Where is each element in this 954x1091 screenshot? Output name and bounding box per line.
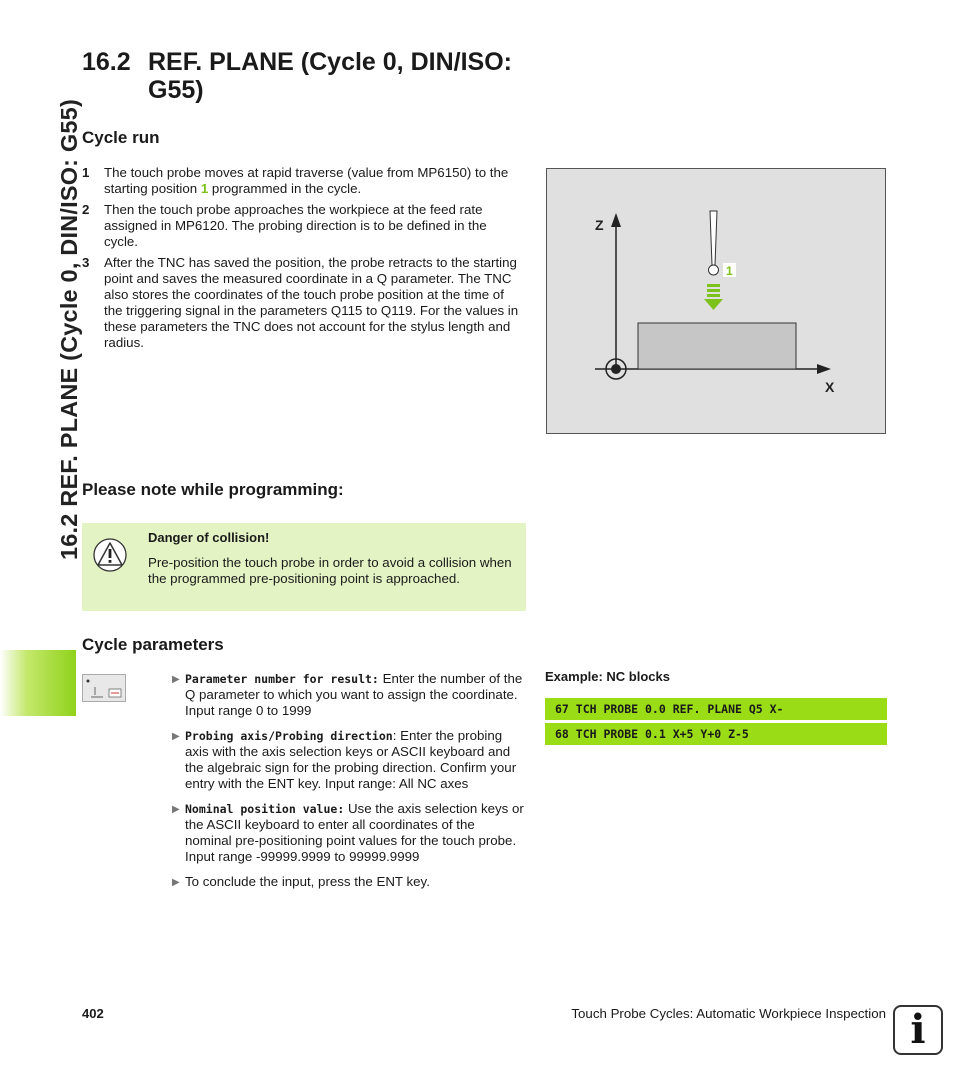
list-item [172,801,524,865]
param-text [181,801,524,865]
warning-icon [92,537,128,573]
param-desc: To conclude the input, press the ENT key. [185,874,430,889]
info-icon [893,1005,943,1055]
probe-diagram-svg [547,169,885,433]
point-label: 1 [726,264,733,278]
param-name: Nominal position value: [185,802,345,816]
param-text [181,671,524,719]
param-name: Parameter number for result: [185,672,379,686]
example-heading: Example: NC blocks [545,669,670,684]
chapter-tab [0,650,76,716]
bullet-triangle-icon: ▶ [172,731,180,742]
step-number: 3 [82,255,90,270]
running-title [22,40,82,560]
note-heading: Please note while programming: [82,480,344,499]
arrow-bar [707,284,720,287]
list-item [172,671,524,719]
warning-title: Danger of collision! [148,530,270,545]
param-text [181,728,524,792]
param-desc: Enter the number of the Q parameter to which you want to assign the coordinate. Input range 0 to 1999 [185,671,523,718]
bullet-triangle-icon: ▶ [172,674,180,685]
bullet-triangle-icon: ▶ [172,877,180,888]
z-axis-arrow [611,213,621,227]
step-text-part: The touch probe moves at rapid traverse (value from MP6150) to the starting position [104,165,509,196]
running-title-text: 16.2 REF. PLANE (Cycle 0, DIN/ISO: G55) [56,99,82,560]
list-item [82,255,524,351]
warning-box [82,523,526,611]
step-text: Then the touch probe approaches the workpiece at the feed rate assigned in MP6120. The probing direction is to be defined in the cycle. [104,202,487,249]
workpiece-block [638,323,796,369]
parameters-heading: Cycle parameters [82,635,224,654]
steps-list [82,165,524,356]
step-number: 2 [82,202,90,217]
step-number: 1 [82,165,90,180]
probing-direction-arrow [704,299,723,310]
x-label: X [825,379,835,395]
warning-text: Pre-position the touch probe in order to avoid a collision when the programmed pre-positioning point is approached. [148,555,512,586]
stylus-shaft [710,211,717,265]
nc-block-line: 67 TCH PROBE 0.0 REF. PLANE Q5 X- [545,698,887,720]
page-number: 402 [82,1006,104,1021]
title-line-1: REF. PLANE (Cycle 0, DIN/ISO: [148,48,512,76]
step-text-part: programmed in the cycle. [208,181,362,196]
nc-block-line: 68 TCH PROBE 0.1 X+5 Y+0 Z-5 [545,723,887,745]
section-number: 16.2 [82,48,131,76]
datum-inner [611,364,621,374]
stylus-tip [709,265,719,275]
softkey-graphic [83,675,125,701]
arrow-bar [707,289,720,292]
z-label: Z [595,217,604,233]
param-desc: Use the axis selection keys or the ASCII keyboard to enter all coordinates of the nominal pre-positioning point values for the touch probe. Input range -99999.9999 to 99999.9999 [185,801,524,864]
title-line-2: G55) [148,76,204,104]
parameter-list [172,671,524,900]
step-text [104,165,524,197]
list-item [82,202,524,250]
param-name: Probing axis/Probing direction [185,729,393,743]
info-icon-glyph: i [910,1006,926,1053]
bullet-triangle-icon: ▶ [172,804,180,815]
probe-diagram [546,168,886,434]
list-item [82,165,524,197]
step-text: After the TNC has saved the position, the probe retracts to the starting point and saves the measured coordinate in a Q parameter. The TNC also stores the coordinates of the touch probe position at the time of the triggering signal in the parameters Q115 to Q119. For the values in these parameters the TNC does not account for the stylus length and radius. [104,255,519,350]
param-desc: : Enter the probing axis with the axis selection keys or ASCII keyboard and the algebraic sign for the probing direction. Confirm your entry with the ENT key. Input range: All NC axes [185,728,517,791]
footer-chapter: Touch Probe Cycles: Automatic Workpiece Inspection [571,1006,886,1021]
list-item [172,728,524,792]
param-text [181,874,524,891]
list-item [172,874,524,891]
step-highlight: 1 [200,181,209,196]
cycle-softkey-icon [82,674,126,702]
cycle-run-heading: Cycle run [82,128,160,147]
x-axis-arrow [817,364,831,374]
arrow-bar [707,294,720,297]
page-title [82,48,512,104]
